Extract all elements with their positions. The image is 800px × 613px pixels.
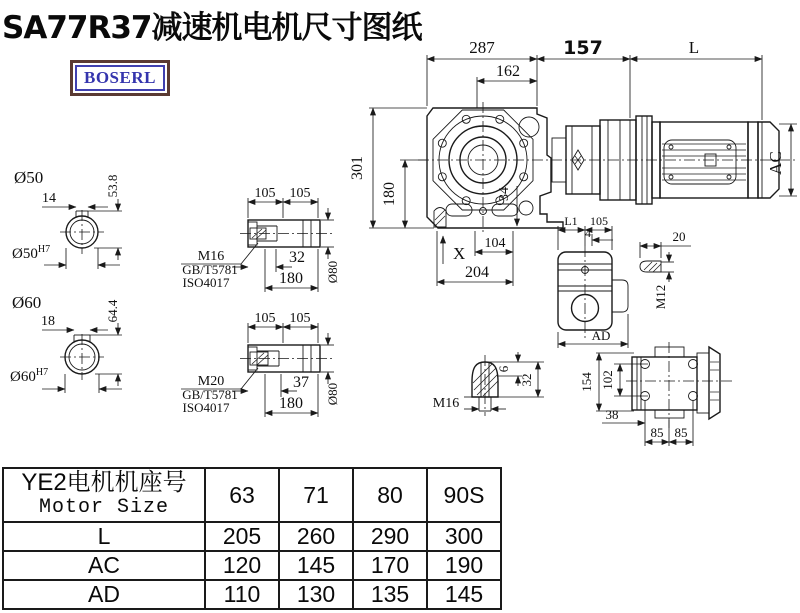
dim-6: 6: [496, 365, 511, 373]
row-label-L: L: [3, 522, 205, 551]
dim-85a: 85: [650, 425, 664, 440]
dim-dia80-m20: Ø80: [325, 382, 340, 406]
dim-154: 154: [579, 372, 594, 392]
cell-AC-63: 120: [205, 551, 279, 580]
page-title: SA77R37减速机电机尺寸图纸: [2, 10, 422, 46]
thread-label-m20: M20: [197, 374, 225, 389]
row-label-AD: AD: [3, 580, 205, 609]
dim-4: 4: [585, 226, 591, 240]
size-col-71: 71: [279, 468, 353, 522]
dim-105b-m20: 105: [289, 311, 311, 326]
table-header-row: [3, 468, 501, 522]
dim-depth-m20: 37: [293, 374, 309, 391]
table-row-L: [3, 522, 501, 551]
cell-L-71: 260: [279, 522, 353, 551]
dim-keyh-60: 64.4: [105, 299, 120, 323]
dim-L1: L1: [564, 214, 578, 228]
dim-204: 204: [465, 264, 489, 281]
cell-AD-90S: 145: [427, 580, 501, 609]
thread-label-m16: M16: [197, 249, 225, 264]
dim-162: 162: [496, 63, 520, 80]
cell-AD-80: 135: [353, 580, 427, 609]
label-X: X: [453, 244, 466, 263]
dim-287: 287: [469, 38, 495, 57]
thread-label-m12: M12: [653, 284, 668, 310]
dim-AC: AC: [766, 151, 785, 175]
size-col-80: 80: [353, 468, 427, 522]
cone-detail-m16: [433, 352, 544, 416]
std-iso4017-m16: ISO4017: [182, 275, 230, 290]
bore-label-50: [12, 244, 50, 262]
shaft-view-m20: [181, 311, 340, 417]
dim-AD: AD: [591, 328, 611, 343]
bore-60-tol: H7: [35, 367, 49, 378]
key-detail-m12: [640, 229, 691, 309]
output-shaft-stub: [434, 208, 446, 228]
cell-AC-71: 145: [279, 551, 353, 580]
table-row-AD: [3, 580, 501, 609]
motor-size-header-en: Motor Size: [38, 496, 170, 519]
dim-180: 180: [381, 182, 398, 206]
cell-AD-71: 130: [279, 580, 353, 609]
boserl-logo-text: BOSERL: [75, 65, 165, 91]
dim-102: 102: [600, 370, 615, 390]
bore-label-60: [10, 367, 48, 385]
bore-60-dia: Ø60: [10, 369, 36, 385]
dim-32-cone: 32: [519, 373, 534, 387]
cell-AD-63: 110: [205, 580, 279, 609]
size-col-90S: 90S: [427, 468, 501, 522]
cell-L-90S: 300: [427, 522, 501, 551]
motor-size-header-cn: YE2电机机座号: [21, 469, 187, 496]
std-iso4017-m20: ISO4017: [182, 400, 230, 415]
bore-section-50: [12, 168, 122, 269]
dim-301: 301: [349, 156, 366, 180]
table-row-AC: [3, 551, 501, 580]
bore-50-dia: Ø50: [12, 246, 38, 262]
dim-keyh-50: 53.8: [105, 174, 120, 198]
gearbox-top-view: [579, 342, 732, 446]
dimension-table: [2, 467, 502, 610]
std-gbt5781-m20: GB/T5781: [182, 387, 238, 402]
cell-L-63: 205: [205, 522, 279, 551]
dim-20: 20: [672, 229, 686, 244]
dim-105a-m20: 105: [254, 311, 276, 326]
dim-104: 104: [484, 236, 506, 251]
size-col-63: 63: [205, 468, 279, 522]
dim-105a-m16: 105: [254, 186, 276, 201]
dim-depth-m16: 32: [289, 249, 305, 266]
motor-size-header: [3, 468, 205, 522]
dim-L: L: [688, 38, 700, 57]
dim-len-m20: 180: [279, 395, 303, 412]
dia50-label: Ø50: [14, 168, 44, 187]
cell-AC-90S: 190: [427, 551, 501, 580]
dim-keyw-50: 14: [42, 191, 56, 206]
bore-50-tol: H7: [37, 244, 51, 255]
std-gbt5781-m16: GB/T5781: [182, 262, 238, 277]
cell-L-80: 290: [353, 522, 427, 551]
dim-keyw-60: 18: [41, 314, 55, 329]
dim-105b-m16: 105: [289, 186, 311, 201]
dia60-label: Ø60: [12, 293, 42, 312]
dim-dia80-m16: Ø80: [325, 260, 340, 284]
dim-34: 34: [497, 187, 512, 201]
dim-len-m16: 180: [279, 270, 303, 287]
row-label-AC: AC: [3, 551, 205, 580]
motor-side-view: [558, 214, 628, 348]
dim-85b: 85: [674, 425, 688, 440]
dim-157: 157: [563, 37, 603, 59]
dim-38: 38: [605, 407, 619, 422]
shaft-view-m16: [181, 186, 340, 292]
motor-fins: [662, 144, 746, 180]
dim-105-side: 105: [590, 214, 608, 228]
bore-section-60: [10, 293, 122, 393]
cell-AC-80: 170: [353, 551, 427, 580]
thread-label-m16-cone: M16: [432, 396, 460, 411]
